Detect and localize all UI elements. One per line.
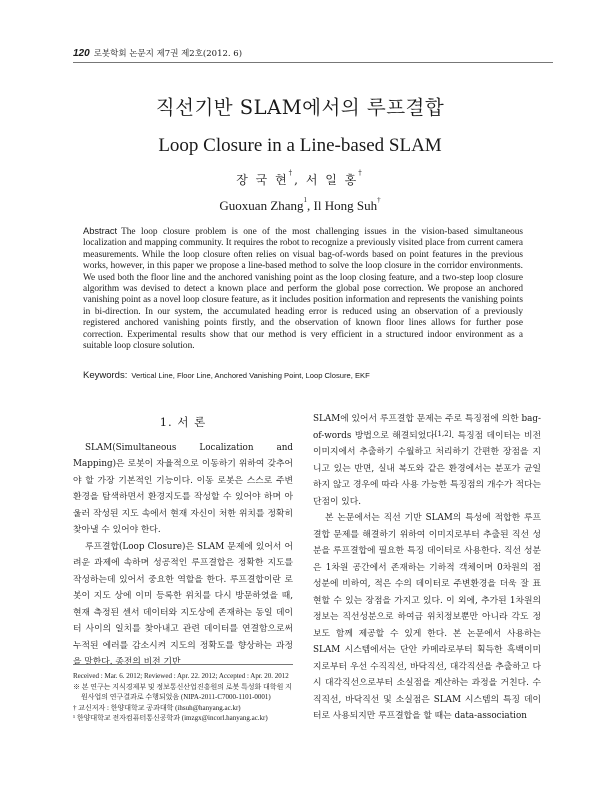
footnote-funding: ※ 본 연구는 지식경제부 및 정보통신산업진흥원의 로봇 특성화 대학원 지원사업의 연구결과로 수행되었음 (NIPA-2011-C7000-1101-0001)	[73, 682, 292, 701]
author2-en-mark: †	[377, 196, 381, 204]
author1-en-mark: 1	[303, 196, 308, 204]
author2-kr-mark: †	[358, 169, 364, 177]
intro-paragraph-2: 루프결합(Loop Closure)은 SLAM 문제에 있어서 어려운 과제에 속하며 성공적인 루프결합은 정확한 지도를 작성하는데 있어서 중요한 역할을 한다. 루프결합이란 로봇이 지도 상에 이미 등록한 위치를 다시 방문하였을 때, 현재 측정된 센서 데이터와 지도상에 존재하는 동일 데이터 사이의 일치를 찾아내고 관련 데이터를 연결함으로써 누적된 에러를 감소시켜 지도의 정확도를 향상하는 과정을 말한다. 종전의 비전 기반	[73, 541, 293, 667]
title-korean: 직선기반 SLAM에서의 루프결합	[155, 96, 445, 119]
author1-kr-mark: †	[288, 169, 295, 177]
authors-korean: 장 국 현†, 서 일 홍†	[236, 169, 364, 187]
intro-paragraph-3a: SLAM에 있어서 루프결합 문제는 주로 특징점에 의한 bag-of-words 방법으로 해결되었다	[313, 414, 541, 441]
title-english: Loop Closure in a Line-based SLAM	[158, 135, 442, 156]
abstract-label: Abstract	[83, 226, 118, 236]
author2-kr: 서 일 홍	[305, 173, 359, 187]
intro-paragraph-3b: . 특징점 데이터는 비전 이미지에서 추출하기 수월하고 처리하기 간편한 장점을 지니고 있는 반면, 실내 복도와 같은 환경에서는 분포가 균일하지 않고 경우에 따라 사용 가능한 특징점의 개수가 적다는 단점이 있다.	[313, 430, 541, 507]
footnote-corresponding-author: † 교신저자 : 한양대학교 공과대학 (ihsuh@hanyang.ac.kr)	[73, 703, 241, 712]
footnotes	[73, 664, 293, 724]
keywords-label: Keywords:	[83, 370, 128, 381]
intro-paragraph-1: SLAM(Simultaneous Localization and Mapping)은 로봇이 자율적으로 이동하기 위하여 갖추어야 할 가장 기본적인 기능이다. 이동 로봇은 스스로 주변환경을 탐색하면서 환경지도를 작성할 수 있어야 하며 아울러 작성된 지도 속에서 현재 자신이 처한 위치를 정확히 찾아낼 수 있어야 한다.	[73, 442, 293, 535]
right-column	[313, 411, 541, 725]
keywords-text: Vertical Line, Floor Line, Anchored Vanishing Point, Loop Closure, EKF	[131, 371, 370, 380]
author2-en: Il Hong Suh	[313, 198, 378, 213]
abstract	[83, 226, 523, 352]
keywords	[83, 370, 543, 381]
journal-name: 로봇학회 논문지 제7권 제2호(2012. 6)	[93, 49, 243, 59]
author1-en: Guoxuan Zhang	[219, 198, 304, 213]
abstract-text: The loop closure problem is one of the most challenging issues in the vision-based simultaneous localization and mapping community. It requires the robot to recognize a previously visited place from current camera measurements. While the loop closure often relies on visual bag-of-words based on point features in the previous works, however, in this paper we propose a line-based method to solve the loop closure in the corridor environments. We used both the floor line and the anchored vanishing point as the loop closing feature, and a two-step loop closure algorithm was devised to detect a known place and perform the global pose correction. We propose an anchored vanishing point as a novel loop closure feature, as it includes position information and represents the vanishing points in bi-direction. In our system, the accumulated heading error is reduced using an observation of a previously registered anchored vanishing points firstly, and the observation of known floor lines allows for further pose correction. Experimental results show that our method is very efficient in a structured indoor environment as a suitable loop closure solution.	[83, 227, 523, 352]
citation-ref: [1,2]	[434, 429, 452, 438]
footnote-author-affiliation: ¹ 한양대학교 전자컴퓨터통신공학과 (imzgx@incorl.hanyang.ac.kr)	[73, 714, 268, 722]
authors-english: Guoxuan Zhang$^1$, Il Hong Suh†	[219, 196, 381, 213]
section-title: 1. 서 론	[159, 415, 207, 429]
intro-paragraph-3	[313, 411, 541, 510]
running-header	[73, 47, 553, 63]
left-column	[73, 414, 293, 671]
intro-paragraph-4: 본 논문에서는 직선 기반 SLAM의 특성에 적합한 루프결합 문제를 해결하기 위하여 이미지로부터 추출된 직선 성분을 루프결합에 필요한 특징 데이터로 사용한다. 직선 성분은 1차원 공간에서 존재하는 기하적 객체이며 0차원의 점 성분에 비하여, 적은 수의 데이터로 주변환경을 더욱 잘 표현할 수 있는 장점을 가지고 있다. 이 외에, 추가된 1차원의 정보는 직선성분으로 하여금 위치정보뿐만 아니라 각도 정보도 함께 제공할 수 있게 한다. 본 논문에서 사용하는 SLAM 시스템에서는 단안 카메라로부터 획득한 흑백이미지로부터 우선 수직직선, 바닥직선, 대각직선을 추출하고 다시 대각직선으로부터 소실점을 계산하는 과정을 거친다. 수직직선, 바닥직선 및 소실점은 SLAM 시스템의 특징 데이터로 사용되지만 루프결합을 할 때는 data-association	[313, 513, 541, 721]
page-number: 120	[73, 48, 90, 59]
author1-kr: 장 국 현	[236, 173, 289, 187]
footnote-received: Received : Mar. 6. 2012; Reviewed : Apr. 22. 2012; Accepted : Apr. 20. 2012	[73, 672, 289, 680]
